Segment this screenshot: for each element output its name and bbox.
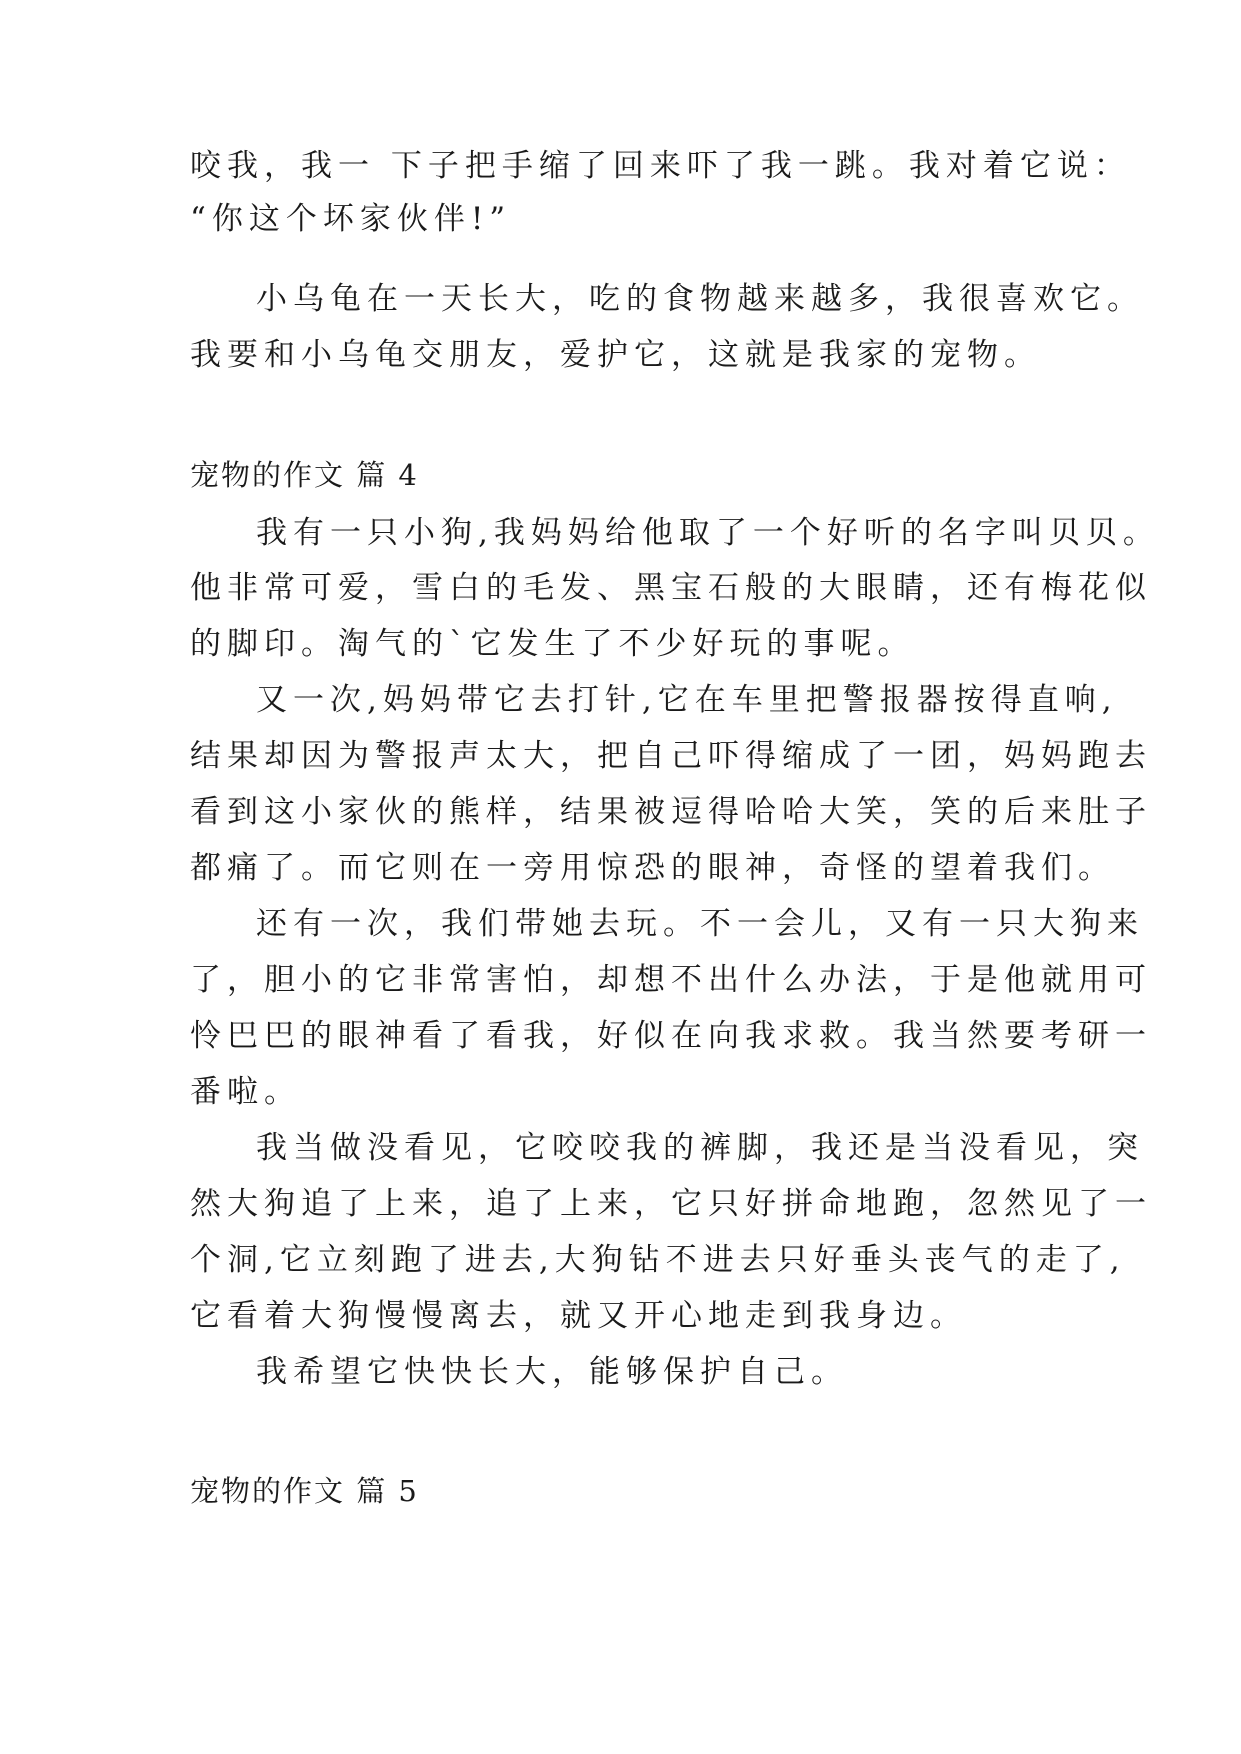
paragraph-line: 小乌龟在一天长大，吃的食物越来越多，我很喜欢它。 <box>256 281 1144 317</box>
paragraph-line: 怜巴巴的眼神看了看我，好似在向我求救。我当然要考研一 <box>190 1018 1152 1054</box>
paragraph-line: 的脚印。淘气的`它发生了不少好玩的事呢。 <box>190 626 915 662</box>
paragraph-line: 我当做没看见，它咬咬我的裤脚，我还是当没看见，突 <box>256 1130 1144 1166</box>
paragraph-line: 他非常可爱，雪白的毛发、黑宝石般的大眼睛，还有梅花似 <box>190 570 1152 606</box>
paragraph-line: 我希望它快快长大，能够保护自己。 <box>256 1354 848 1390</box>
document-page <box>190 0 1160 1754</box>
paragraph-line: 咬我，我一 下子把手缩了回来吓了我一跳。我对着它说： <box>190 148 1131 184</box>
paragraph-line: 还有一次，我们带她去玩。不一会儿，又有一只大狗来 <box>256 906 1144 942</box>
paragraph-line: 个洞,它立刻跑了进去,大狗钻不进去只好垂头丧气的走了, <box>190 1242 1126 1278</box>
paragraph-line: 看到这小家伙的熊样，结果被逗得哈哈大笑，笑的后来肚子 <box>190 794 1152 830</box>
paragraph-line: 都痛了。而它则在一旁用惊恐的眼神，奇怪的望着我们。 <box>190 850 1115 886</box>
paragraph-line: 又一次,妈妈带它去打针,它在车里把警报器按得直响, <box>256 682 1118 718</box>
paragraph-line: “你这个坏家伙伴!” <box>190 201 512 237</box>
paragraph-line: 然大狗追了上来，追了上来，它只好拼命地跑，忽然见了一 <box>190 1186 1152 1222</box>
paragraph-line: 了，胆小的它非常害怕，却想不出什么办法，于是他就用可 <box>190 962 1152 998</box>
paragraph-line: 它看着大狗慢慢离去，就又开心地走到我身边。 <box>190 1298 967 1334</box>
paragraph-line: 我有一只小狗,我妈妈给他取了一个好听的名字叫贝贝。 <box>256 515 1160 551</box>
section-heading: 宠物的作文 篇 4 <box>190 458 419 492</box>
paragraph-line: 我要和小乌龟交朋友，爱护它，这就是我家的宠物。 <box>190 337 1041 373</box>
paragraph-line: 结果却因为警报声太大，把自己吓得缩成了一团，妈妈跑去 <box>190 738 1152 774</box>
paragraph-line: 番啦。 <box>190 1074 301 1110</box>
section-heading: 宠物的作文 篇 5 <box>190 1474 419 1508</box>
